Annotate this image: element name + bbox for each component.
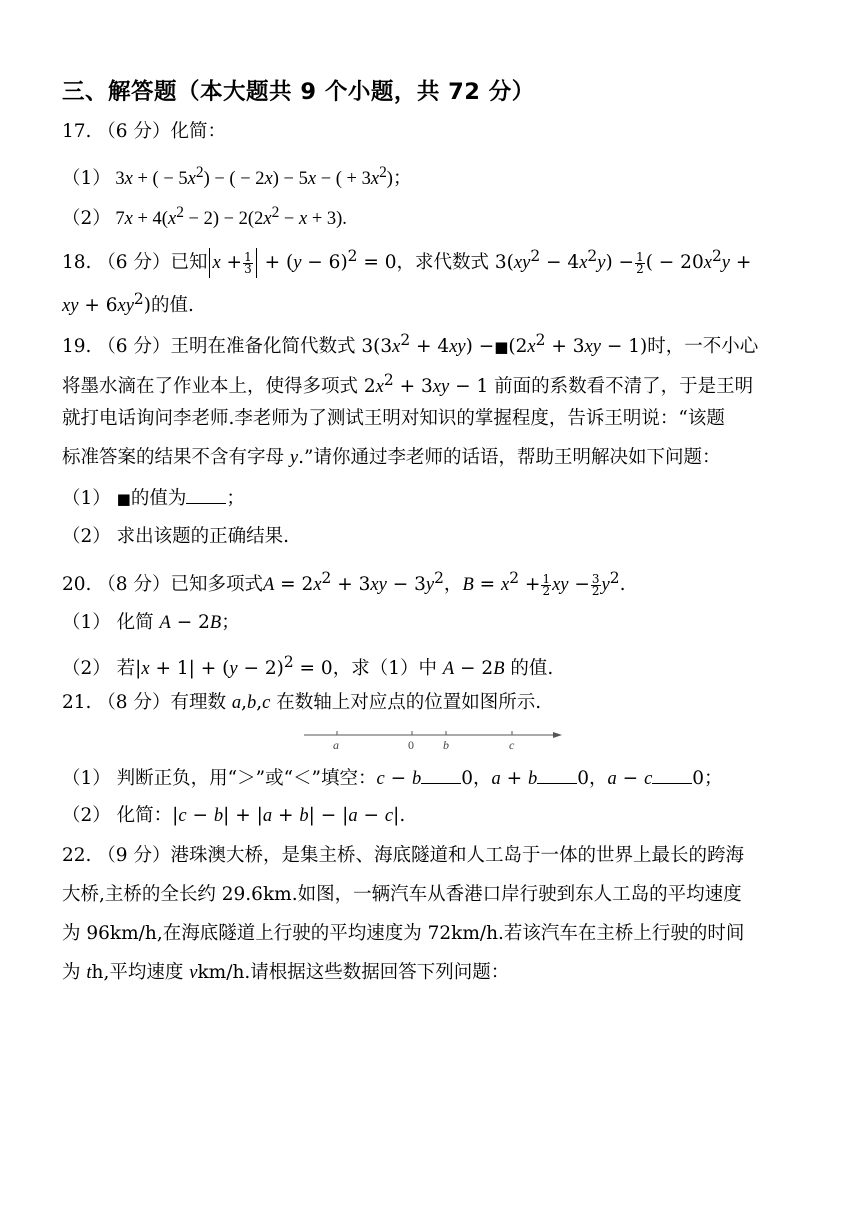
- axis-label-b: b: [443, 738, 449, 752]
- q20-heading: 20. （8 分）已知多项式$A = 2x^2 + 3xy - 3y^2$，$B = x^2$ + $\frac{1}{2}$ xy − $\frac{3}{2}$ $y^2$.: [62, 569, 626, 598]
- q19-line2: 将墨水滴在了作业本上，使得多项式 $2x^2 + 3xy - 1$ 前面的系数看不清了，于是王明: [62, 371, 754, 398]
- blank-3[interactable]: [652, 765, 692, 784]
- answer-blank[interactable]: [186, 485, 226, 504]
- blank-1[interactable]: [421, 765, 461, 784]
- q19-part1: （1） ■的值为 ；: [62, 485, 245, 511]
- q18-line2: xy + $6xy^2$)的值.: [62, 290, 194, 317]
- q19-line3: 就打电话询问李老师.李老师为了测试王明对知识的掌握程度，告诉王明说：“该题: [62, 408, 725, 429]
- q22-line3: 为 96km/h,在海底隧道上行驶的平均速度为 72km/h.若该汽车在主桥上行驶的时间: [62, 923, 745, 944]
- q19-line1: 19. （6 分）王明在准备化简代数式 $3(3x^2 + 4xy)$ $-■(2x^2 + 3xy - 1)$时，一不小心: [62, 331, 759, 358]
- q22-line4: 为 th,平均速度 vkm/h.请根据这些数据回答下列问题：: [62, 962, 510, 983]
- q21-part1: （1） 判断正负，用“＞”或“＜”填空：c − b 0，a + b 0，a − c 0；: [62, 765, 723, 791]
- q20-part2: （2） 若$|x + 1| + (y - 2)^2 = 0$，求（1）中 A − 2B 的值.: [62, 653, 554, 680]
- q21-part2: （2） 化简：|c − b| + |a + b| − |a − c|.: [62, 805, 406, 826]
- section-title: 三、解答题（本大题共 9 个小题，共 72 分）: [62, 79, 535, 105]
- q17-heading: 17. （6 分）化简：: [62, 121, 226, 142]
- axis-label-0: 0: [408, 738, 414, 752]
- q22-line1: 22. （9 分）港珠澳大桥，是集主桥、海底隧道和人工岛于一体的世界上最长的跨海: [62, 845, 744, 866]
- q19-line4: 标准答案的结果不含有字母 y.”请你通过李老师的话语，帮助王明解决如下问题：: [62, 447, 721, 468]
- axis-label-c: c: [509, 738, 515, 752]
- q21-heading: 21. （8 分）有理数 a,b,c 在数轴上对应点的位置如图所示.: [62, 692, 542, 713]
- blank-2[interactable]: [537, 765, 577, 784]
- q18-line1: 18. （6 分）已知 x + $\frac{1}{3}$ + $(y - 6)^2 = 0$，求代数式 $3(xy^2 - 4x^2y)$ − $\frac{1}{2}$ ( − $20x^2y$ +: [62, 244, 751, 278]
- q19-part2: （2） 求出该题的正确结果.: [62, 526, 290, 547]
- q17-part1: （1） 3x + ( − $5x^2$) − ( − 2x) − 5x − ( + $3x^2$)；: [62, 164, 412, 190]
- q17-part2: （2） $7x + 4(x^2 - 2) - 2(2x^2 - x + 3)$.: [62, 204, 347, 230]
- number-line: [300, 726, 570, 756]
- axis-label-a: a: [333, 738, 339, 752]
- q22-line2: 大桥,主桥的全长约 29.6km.如图，一辆汽车从香港口岸行驶到东人工岛的平均速度: [62, 884, 742, 905]
- q20-part1: （1） 化简 A − 2B；: [62, 612, 240, 633]
